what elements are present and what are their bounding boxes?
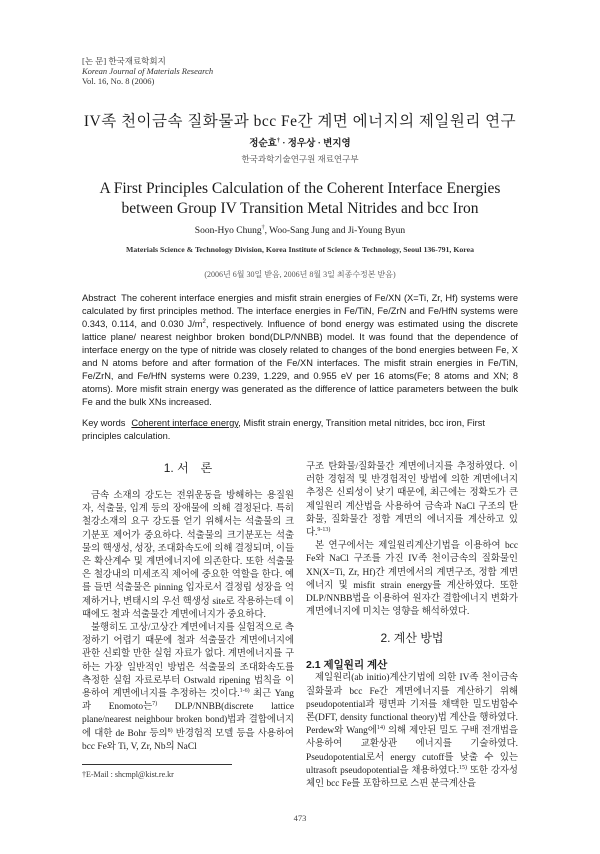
text: 또한 강자성체인 bcc Fe를 포함하므로 스핀 분극계산을	[306, 765, 518, 790]
citation: 1-6)	[239, 687, 250, 694]
text: 구조 탄화물/질화물간 계면에너지를 추정하였다. 이러한 경험적 및 반경험적인 방법에 의한 계면에너지 추정은 신뢰성이 낮기 때문에, 최근에는 정확도가 큰 제일원리 계산법을 사용하여 금속과 NaCl 구조의 탄화물, 질화물간 정합 계면의 에너지를 계산하고 있다.	[306, 462, 518, 539]
citation: 8)	[167, 727, 173, 734]
korean-title: IV족 천이금속 질화물과 bcc Fe간 계면 에너지의 제일원리 연구	[83, 113, 517, 130]
intro-paragraph-3	[306, 461, 518, 540]
text: 불행히도 고상/고상간 계면에너지를 실험적으로 측정하기 어렵기 때문에 철과 석출물간 계면에너지에 관한 신뢰할 만한 실험 자료가 없다. 계면에너지를 구하는 가장 일반적인 방법은 석출물의 조대화속도를 측정한 실험 자료로부터 Ostwald ripening 법칙을 이용하여 계면에너지를 추정하는 것이다.	[82, 623, 294, 700]
body-columns	[82, 461, 518, 791]
abstract-sup: 2	[202, 318, 206, 325]
text: 제일원리(ab initio)계산기법에 의한 IV족 천이금속 질화물과 bcc Fe간 계면에너지를 계산하기 위해 pseudopotential과 평면파 기저를 채택한 밀도범함수론(DFT, density functional theory)법 계산을 행하였다. Perdew와 Wang에	[306, 673, 518, 737]
text: 반경험적 모델 등을 사용하여 bcc Fe와 Ti, V, Zr, Nb의 NaCl	[82, 728, 294, 752]
right-column	[306, 461, 518, 791]
abstract	[82, 292, 518, 409]
abstract-text-1: The coherent interface energies and misfit strain energies of Fe/XN (X=Ti, Zr, Hf) systems were calculated by first principles method. The interface energies in Fe/TiN, Fe/ZrN and Fe/HfN systems were 0.343, 0.114, and 0.030 J/m	[82, 293, 518, 329]
english-title	[60, 179, 540, 219]
english-affiliation: Materials Science & Technology Division, Korea Institute of Science & Technology, Seoul 136-791, Korea	[126, 245, 474, 254]
korean-authors	[60, 138, 540, 151]
keywords-label: Key words	[82, 418, 126, 428]
text: 최근 Yang과 Enomoto는	[82, 689, 294, 713]
intro-paragraph-2	[82, 622, 294, 754]
journal-header	[82, 56, 518, 86]
intro-paragraph-4: 본 연구에서는 제일원리계산기법을 이용하여 bcc Fe와 NaCl 구조를 가진 IV족 천이금속의 질화물인 XN(X=Ti, Zr, Hf)간 계면에서의 계면구조, 정합 계면에너지 및 misfit strain energy를 계산하였다. 또한 DLP/NNBB법을 이용하여 원자간 결합에너지 변화가 계면에너지에 미치는 영향을 해석하였다.	[306, 541, 518, 618]
keywords-rest: , Misfit strain energy, Transition metal nitrides, bcc iron, First principles calculation.	[82, 418, 486, 441]
citation: 14)	[376, 725, 385, 732]
citation: 15)	[459, 764, 467, 771]
english-title-line2: between Group IV Transition Metal Nitrides and bcc Iron	[121, 200, 479, 217]
intro-paragraph-1: 금속 소재의 강도는 전위운동을 방해하는 용질원자, 석출물, 입계 등의 장애물에 의해 결정된다. 특히 철강소재의 요구 강도를 얻기 위해서는 석출물의 크기분포 제어가 중요하다. 석출물의 크기분포는 석출물의 핵생성, 성장, 조대화속도에 의해 결정되며, 이들은 확산계수 및 계면에너지에 의존한다. 또한 석출물은 철강내의 미세조직 제어에 중요한 역할을 한다. 예를 들면 석출물은 pinning 입자로서 결정립 성장을 억제하거나, 변태시의 우선 핵생성 site로 작용하는데 이때에도 철과 석출물간 계면에너지가 중요하다.	[82, 491, 294, 620]
page-number: 473	[293, 813, 307, 824]
abstract-label: Abstract	[82, 293, 117, 303]
citation: 9-13)	[317, 526, 331, 533]
english-author-first: Soon-Hyo Chung	[194, 226, 262, 236]
citation: 7)	[152, 701, 158, 708]
keywords	[82, 417, 518, 443]
journal-volume: Vol. 16, No. 8 (2006)	[82, 76, 155, 86]
section-methods-heading: 2. 계산 방법	[380, 631, 444, 646]
section-introduction-heading: 1. 서 론	[163, 461, 213, 475]
korean-affiliation: 한국과학기술연구원 재료연구부	[241, 154, 359, 164]
footnote-email: †E-Mail : shcmpl@kist.re.kr	[82, 770, 174, 780]
journal-korean-name: [논 문] 한국재료학회지	[82, 56, 166, 66]
keyword-link-first[interactable]: Coherent interface energy	[131, 418, 239, 428]
text: DLP/NNBB(discrete lattice plane/nearest neighbour broken bond)법과 결합에너지에 대한 de Bohr 등의	[82, 702, 294, 739]
methods-paragraph-1	[306, 672, 518, 791]
received-dates: (2006년 6월 30일 받음, 2006년 8월 3일 최종수정본 받음)	[204, 270, 396, 279]
left-column	[82, 461, 294, 791]
korean-authors-rest: · 정우상 · 변지영	[279, 139, 351, 149]
dagger-mark: †	[276, 137, 280, 144]
dagger-mark-en: †	[261, 224, 265, 231]
english-title-line1: A First Principles Calculation of the Coherent Interface Energies	[99, 180, 501, 197]
english-authors-rest: , Woo-Sang Jung and Ji-Young Byun	[264, 226, 406, 236]
footnote-divider	[82, 764, 232, 765]
text: 의해 제안된 밀도 구배 전개법을 사용하여 교환상관 에너지를 기술하였다. Pseudopotential로서 energy cutoff를 낮출 수 있는 ultrasoft pseudopotential을 채용하였다.	[306, 726, 518, 776]
korean-author-first: 정순효	[249, 139, 277, 149]
english-authors	[60, 225, 540, 238]
subsection-heading: 2.1 제일원리 계산	[306, 659, 388, 672]
journal-english-name: Korean Journal of Materials Research	[82, 66, 214, 76]
abstract-text-2: , respectively. Influence of bond energy was estimated using the discrete lattice plane/ nearest neighbor broken bond(DLP/NNBB) model. It was found that the dependence of interface energy on the type of nitride was closely related to changes of the bond energies between Fe, X and N atoms before and after formation of the Fe/XN interfaces. The misfit strain energies in Fe/TiN, Fe/ZrN, and Fe/HfN systems were 0.239, 1.229, and 0.955 eV per 16 atoms(Fe; 8 atoms and XN; 8 atoms). More misfit strain energy was generated as the difference of lattice parameters between the bulk Fe and the bulk XNs increased.	[82, 319, 518, 407]
